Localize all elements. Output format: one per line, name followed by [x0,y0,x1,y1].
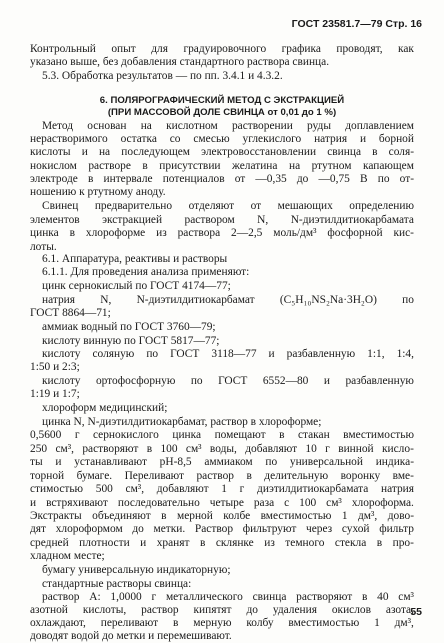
text-line: 1:50 и 2:3; [30,361,80,373]
text-line: ГОСТ 8864—71; [30,307,111,319]
text-line: дят хлороформом до метки. Раствор фильтруют через сухой фильтр [30,523,414,535]
text-line: торной бумаге. Переливают раствор в делительную воронку вме- [30,470,414,482]
text-line: и встряхивают последовательно четыре раза с 100 см³ хлороформа. [30,497,414,509]
text-line: Экстракты объединяют в мерной колбе вместимостью 1 дм³, дово- [30,510,414,522]
text-line: кислоту ортофосфорную по ГОСТ 6552—80 и разбавленную [42,375,414,387]
text-line: Контрольный опыт для градуировочного графика проводят, как [30,43,414,55]
text-line: бумагу универсальную индикаторную; [42,564,231,576]
text-line: нокислом растворе в присутствии желатина на ртутном капающем [30,160,414,172]
text-line: кислоту винную по ГОСТ 5817—77; [42,335,220,347]
text-line: элементов экстракцией раствором N, N-диэтилдитиокарбамата [30,214,414,226]
section-title: (ПРИ МАССОВОЙ ДОЛЕ СВИНЦА от 0,01 до 1 %) [107,107,337,118]
text-line: ты и устанавливают pH-8,5 аммиаком по универсальной индика- [30,456,414,468]
text-line: аммиак водный по ГОСТ 3760—79; [42,321,216,333]
section-title: 6. ПОЛЯРОГРАФИЧЕСКИЙ МЕТОД С ЭКСТРАКЦИЕЙ [99,95,345,106]
text-line: стандартные растворы свинца: [42,578,192,590]
text-line: цинка в хлороформе из раствора 2—2,5 моль/дм³ фосфорной кис- [30,227,414,239]
text-line: нерастворимого остатка со смесью углекислого натрия и борной [30,133,414,145]
text-line: 6.1.1. Для проведения анализа применяют: [42,266,250,278]
text-line: 5.3. Обработка результатов — по пп. 3.4.1 и 4.3.2. [42,70,283,82]
text-line: кислоту соляную по ГОСТ 3118—77 и разбавленную 1:1, 1:4, [42,348,414,360]
text-line: Свинец предварительно отделяют от мешающих определению [42,200,414,212]
page-number: 55 [410,606,422,618]
text-line: Метод основан на кислотном растворении руды доплавлением [42,120,414,132]
text-line: кислоты и на последующем электровосстановлении свинца в соля- [30,146,414,158]
text-line: цинка N, N-диэтилдитиокарбамат, раствор в хлороформе; [42,416,322,428]
text-line: охлаждают, переливают в мерную колбу вместимостью 1 дм³, [30,617,414,629]
text-line: ношению к ртутному аноду. [30,186,166,198]
text-line: лоты. [30,241,57,253]
text-line: натрия N, N-диэтилдитиокарбамат (C₅H₁₀NS₂Na·3H₂O) по [42,294,414,306]
text-line: 0,5600 г сернокислого цинка помещают в стакан вместимостью [30,429,414,441]
text-line: хладном месте; [30,550,105,562]
text-line: доводят водой до метки и перемешивают. [30,630,232,642]
text-line: азотной кислоты, раствор кипятят до удаления окислов азота, [30,604,414,616]
page-header: ГОСТ 23581.7—79 Стр. 16 [291,18,422,30]
text-line: хлороформ медицинский; [42,402,168,414]
text-line: 1:19 и 1:7; [30,388,80,400]
text-line: раствор А: 1,0000 г металлического свинца растворяют в 40 см³ [42,591,414,603]
text-line: 6.1. Аппаратура, реактивы и растворы [42,253,228,265]
text-line: указано выше, без добавления стандартного раствора свинца. [30,56,330,68]
text-line: 250 см³, растворяют в 100 см³ воды, добавляют 10 г винной кисло- [30,443,414,455]
text-line: средней плотности и хранят в склянке из темного стекла в про- [30,537,414,549]
text-line: стимостью 500 см³, добавляют 1 г диэтилдитиокарбамата натрия [30,483,414,495]
text-line: электроде в интервале потенциалов от —0,35 до —0,75 В по от- [30,173,414,185]
text-line: цинк сернокислый по ГОСТ 4174—77; [42,280,231,292]
